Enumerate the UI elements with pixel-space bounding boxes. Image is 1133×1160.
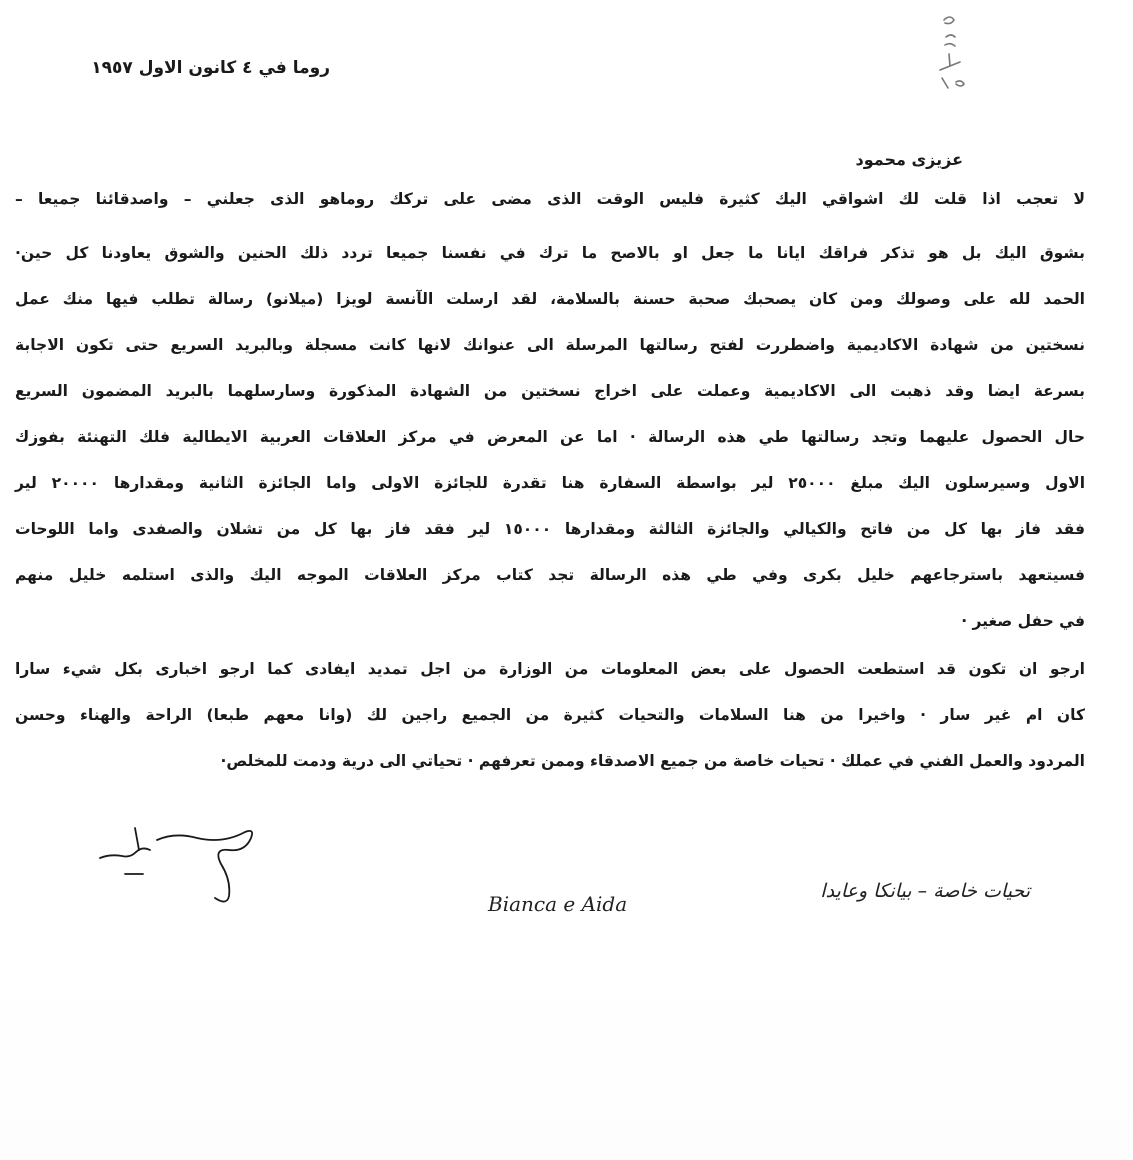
letter-line: المردود والعمل الفني في عملك · تحيات خاصة من جميع الاصدقاء وممن تعرفهم · تحياتي الى درية ودمت للمخلص· xyxy=(220,752,1085,770)
letter-line: فقد فاز بها كل من فاتح والكيالي والجائزة الثالثة ومقدارها ١٥٠٠٠ لير فقد فاز بها كل من تشلان والصفدى واما اللوحات xyxy=(15,520,1085,538)
letter-line: بسرعة ايضا وقد ذهبت الى الاكاديمية وعملت على اخراج نسختين من الشهادة المذكورة وسارسلهما بالبريد المضمون السريع xyxy=(15,382,1085,400)
letter-line: في حفل صغير · xyxy=(961,612,1085,630)
signature-bianca-aida: Bianca e Aida xyxy=(488,892,628,916)
letter-date: روما في ٤ كانون الاول ١٩٥٧ xyxy=(91,58,330,78)
letter-line: ارجو ان تكون قد استطعت الحصول على بعض المعلومات من الوزارة من اجل تمديد ايفادى كما ارجو اخبارى بكل شيء سارا xyxy=(15,660,1085,678)
letter-line: نسختين من شهادة الاكاديمية واضطررت لفتح رسالتها المرسلة الى عنوانك لانها كانت مسجلة وبالبريد السريع حتى تكون الاجابة xyxy=(15,336,1085,354)
letter-line: كان ام غير سار · واخيرا من هنا السلامات والتحيات كثيرة من الجميع راجين لك (وانا معهم طبعا) الراحة والهناء وحسن xyxy=(15,706,1085,724)
letter-line: حال الحصول عليهما وتجد رسالتها طي هذه الرسالة · اما عن المعرض في مركز العلاقات العربية الايطالية فلك التهنئة بفوزك xyxy=(15,428,1085,446)
salutation: عزيزى محمود xyxy=(855,150,963,169)
handwritten-signature xyxy=(95,820,265,910)
letter-line: فسيتعهد باسترجاعهم خليل بكرى وفي طي هذه الرسالة تجد كتاب مركز العلاقات الموجه اليك والذى استلمه خليل منهم xyxy=(15,566,1085,584)
paper-margin xyxy=(0,965,1133,1160)
letter-line: لا تعجب اذا قلت لك اشواقي اليك كثيرة فليس الوقت الذى مضى على تركك روماهو الذى جعلني – واصدقائنا جميعا – xyxy=(15,190,1085,208)
reference-mark xyxy=(930,12,970,97)
letter-line: الاول وسيرسلون اليك مبلغ ٢٥٠٠٠ لير بواسطة السفارة هنا تقدرة للجائزة الاولى واما الجائزة الثانية ومقدارها ٢٠٠٠٠ لير xyxy=(15,474,1086,492)
letter-line: بشوق اليك بل هو تذكر فراقك ايانا ما جعل او بالاصح ما ترك في نفسنا جميعا تردد ذلك الحنين والشوق يعاودنا كل حين· xyxy=(15,244,1085,262)
signature-arabic-greeting: تحيات خاصة – بيانكا وعايدا xyxy=(820,880,1030,902)
letter-line: الحمد لله على وصولك ومن كان يصحبك صحبة حسنة بالسلامة، لقد ارسلت الآنسة لويزا (ميلانو) رسالة تطلب فيها منك عمل xyxy=(15,290,1085,308)
